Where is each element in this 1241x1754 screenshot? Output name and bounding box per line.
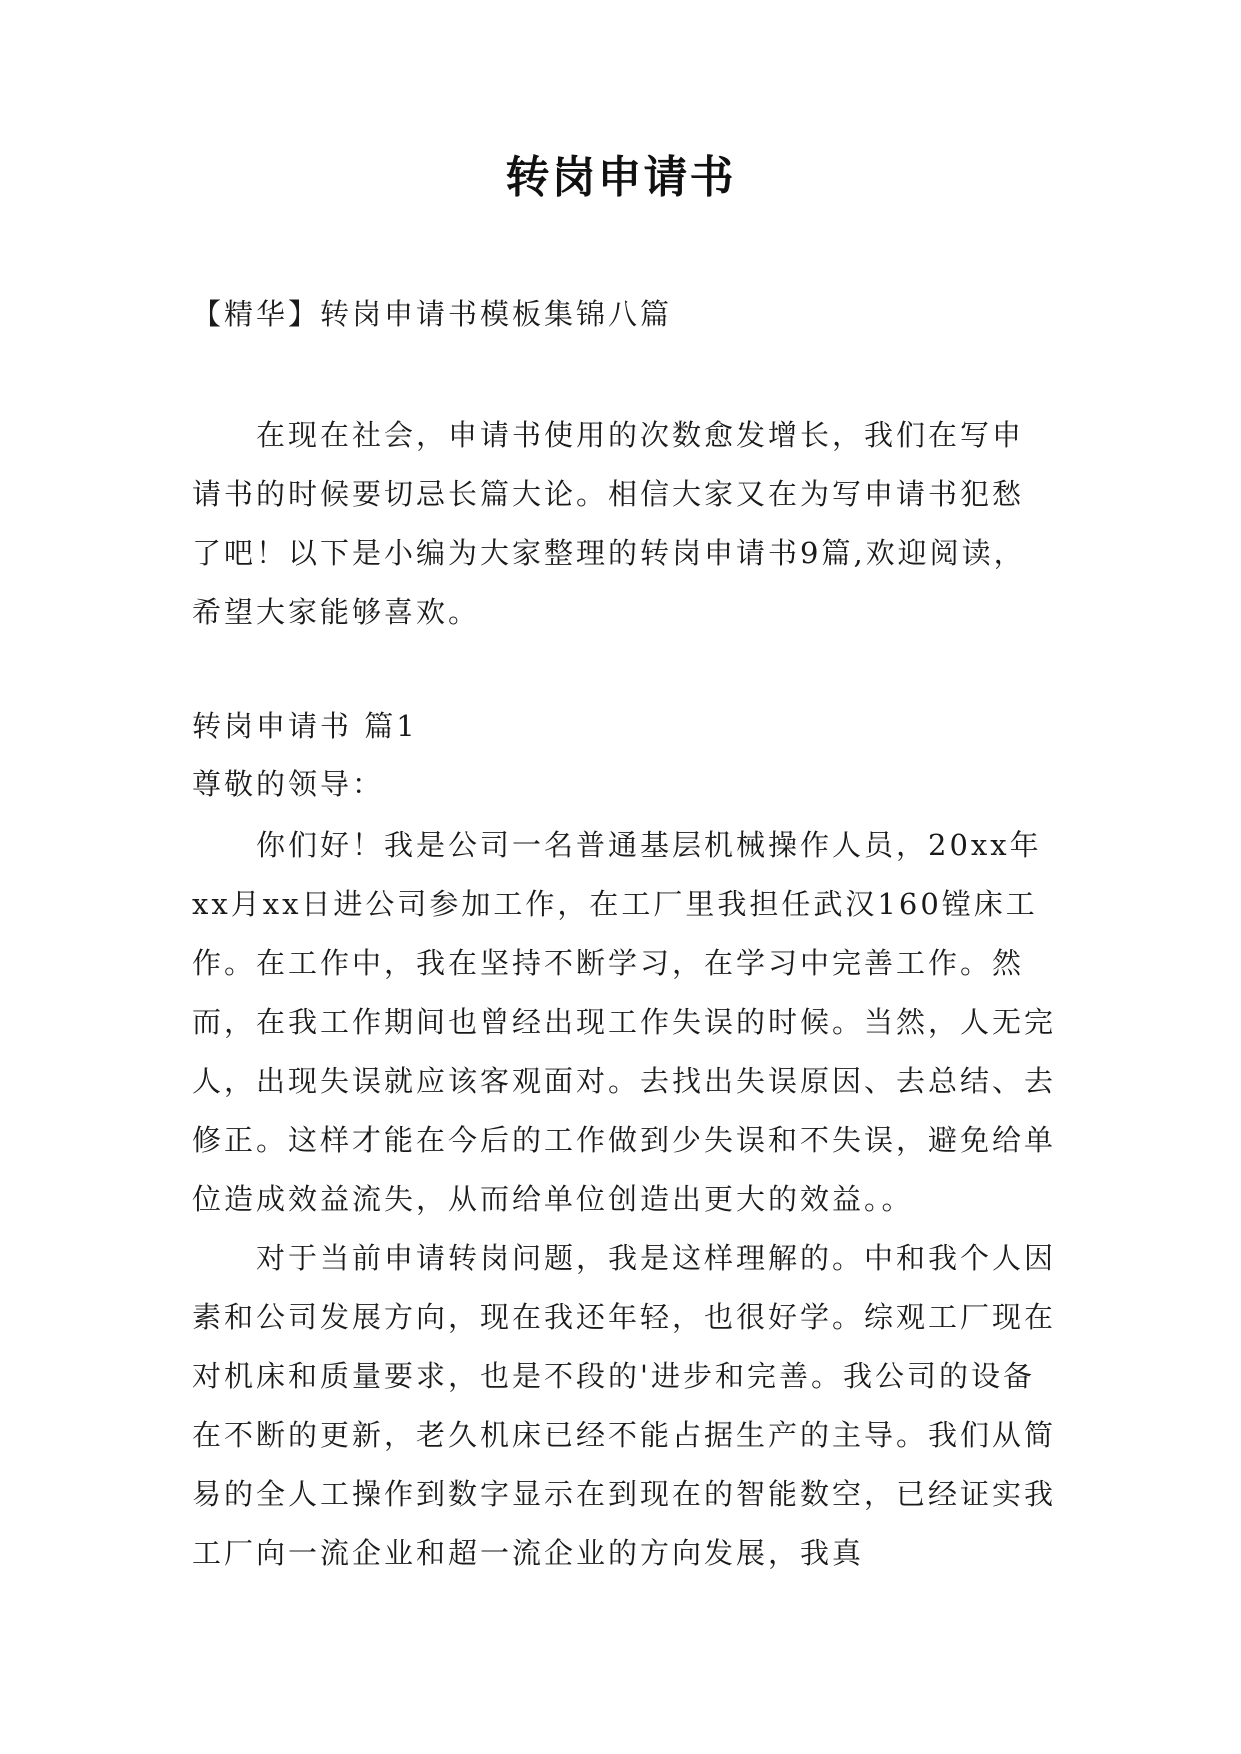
body-paragraph: 你们好！我是公司一名普通基层机械操作人员，20xx年xx月xx日进公司参加工作，在工厂里我担任武汉160镗床工作。在工作中，我在坚持不断学习，在学习中完善工作。然而，在我工作期间也曾经出现工作失误的时候。当然，人无完人，出现失误就应该客观面对。去找出失误原因、去总结、去修正。这样才能在今后的工作做到少失误和不失误，避免给单位造成效益流失，从而给单位创造出更大的效益。。	[192, 828, 1057, 1216]
intro-paragraph: 在现在社会，申请书使用的次数愈发增长，我们在写申请书的时候要切忌长篇大论。相信大家又在为写申请书犯愁了吧！以下是小编为大家整理的转岗申请书9篇,欢迎阅读，希望大家能够喜欢。	[192, 418, 1026, 629]
document-subtitle: 【精华】转岗申请书模板集锦八篇	[192, 297, 673, 331]
body-paragraph: 对于当前申请转岗问题，我是这样理解的。中和我个人因素和公司发展方向，现在我还年轻，也很好学。综观工厂现在对机床和质量要求，也是不段的'进步和完善。我公司的设备在不断的更新，老久机床已经不能占据生产的主导。我们从简易的全人工操作到数字显示在到现在的智能数空，已经证实我工厂向一流企业和超一流企业的方向发展，我真	[192, 1241, 1057, 1570]
salutation: 尊敬的领导：	[192, 767, 385, 801]
article-heading: 转岗申请书 篇1	[192, 709, 418, 743]
document-title: 转岗申请书	[505, 152, 736, 203]
letter-body	[192, 816, 1058, 1583]
